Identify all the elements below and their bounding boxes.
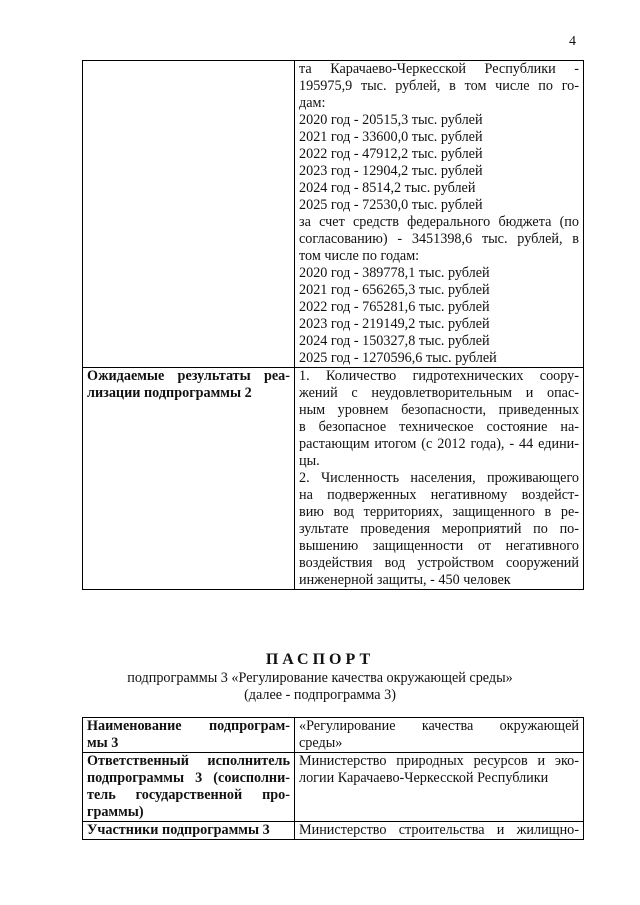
subprogram-3-passport-table bbox=[82, 717, 584, 840]
text-line: жений с неудовлетворительным и опас- bbox=[299, 385, 579, 401]
label-line: мы 3 bbox=[87, 735, 119, 751]
text-line: 2023 год - 12904,2 тыс. рублей bbox=[299, 163, 483, 179]
text-line: цы. bbox=[299, 453, 320, 469]
passport-subtitle-note: (далее - подпрограмма 3) bbox=[244, 687, 396, 703]
row-content bbox=[295, 368, 584, 590]
passport-heading bbox=[0, 650, 640, 704]
page-number: 4 bbox=[569, 34, 576, 49]
table-row bbox=[83, 61, 584, 368]
row-content bbox=[295, 718, 584, 753]
passport-subtitle: подпрограммы 3 «Регулирование качества окружающей среды» bbox=[127, 670, 513, 686]
text-line: 2025 год - 72530,0 тыс. рублей bbox=[299, 197, 483, 213]
text-line: дам: bbox=[299, 95, 326, 111]
text-line: за счет средств федерального бюджета (по bbox=[299, 214, 579, 230]
table-row bbox=[83, 822, 584, 840]
label-line: Наименование подпрограм- bbox=[87, 718, 290, 734]
table-row bbox=[83, 753, 584, 822]
subprogram-2-table bbox=[82, 60, 584, 590]
text-line: 2024 год - 150327,8 тыс. рублей bbox=[299, 333, 490, 349]
row-label bbox=[83, 61, 295, 368]
label-line: граммы) bbox=[87, 804, 144, 820]
passport-title: ПАСПОРТ bbox=[265, 651, 375, 668]
text-line: «Регулирование качества окружающей bbox=[299, 718, 579, 734]
text-line: 2020 год - 389778,1 тыс. рублей bbox=[299, 265, 490, 281]
text-line: инженерной защиты, - 450 человек bbox=[299, 572, 511, 588]
text-line: в безопасное техническое состояние на- bbox=[299, 419, 579, 435]
text-line: 2022 год - 765281,6 тыс. рублей bbox=[299, 299, 490, 315]
text-line: Министерство строительства и жилищно- bbox=[299, 822, 579, 838]
label-line: тель государственной про- bbox=[87, 787, 290, 803]
text-line: ным уровнем безопасности, приведенных bbox=[299, 402, 579, 418]
text-line: 2022 год - 47912,2 тыс. рублей bbox=[299, 146, 483, 162]
text-line: среды» bbox=[299, 735, 343, 751]
text-line: 2021 год - 33600,0 тыс. рублей bbox=[299, 129, 483, 145]
text-line: вию вод территориях, защищенного в ре- bbox=[299, 504, 579, 520]
label-line: Ожидаемые результаты реа- bbox=[87, 368, 290, 384]
text-line: 2025 год - 1270596,6 тыс. рублей bbox=[299, 350, 497, 366]
text-line: Министерство природных ресурсов и эко- bbox=[299, 753, 579, 769]
text-line: зультате проведения мероприятий по по- bbox=[299, 521, 579, 537]
row-content bbox=[295, 753, 584, 822]
row-label bbox=[83, 718, 295, 753]
label-line: подпрограммы 3 (соисполни- bbox=[87, 770, 290, 786]
row-content bbox=[295, 61, 584, 368]
table-row bbox=[83, 718, 584, 753]
text-line: растающим итогом (с 2012 года), - 44 едини- bbox=[299, 436, 579, 452]
text-line: 2024 год - 8514,2 тыс. рублей bbox=[299, 180, 476, 196]
text-line: том числе по годам: bbox=[299, 248, 420, 264]
text-line: та Карачаево-Черкесской Республики - bbox=[299, 61, 579, 77]
label-line: лизации подпрограммы 2 bbox=[87, 385, 252, 401]
text-line: 1. Количество гидротехнических соору- bbox=[299, 368, 579, 384]
row-label bbox=[83, 753, 295, 822]
text-line: 195975,9 тыс. рублей, в том числе по го- bbox=[299, 78, 579, 94]
text-line: вышению защищенности от негативного bbox=[299, 538, 579, 554]
text-line: 2023 год - 219149,2 тыс. рублей bbox=[299, 316, 490, 332]
text-line: воздействия вод устройством сооружений bbox=[299, 555, 579, 571]
text-line: на подверженных негативному воздейст- bbox=[299, 487, 579, 503]
text-line: 2. Численность населения, проживающего bbox=[299, 470, 579, 486]
table-row bbox=[83, 368, 584, 590]
row-label bbox=[83, 822, 295, 840]
text-line: согласованию) - 3451398,6 тыс. рублей, в bbox=[299, 231, 579, 247]
text-line: 2021 год - 656265,3 тыс. рублей bbox=[299, 282, 490, 298]
label-line: Ответственный исполнитель bbox=[87, 753, 290, 769]
label-line: Участники подпрограммы 3 bbox=[87, 822, 270, 838]
text-line: логии Карачаево-Черкесской Республики bbox=[299, 770, 549, 786]
row-label bbox=[83, 368, 295, 590]
row-content bbox=[295, 822, 584, 840]
text-line: 2020 год - 20515,3 тыс. рублей bbox=[299, 112, 483, 128]
